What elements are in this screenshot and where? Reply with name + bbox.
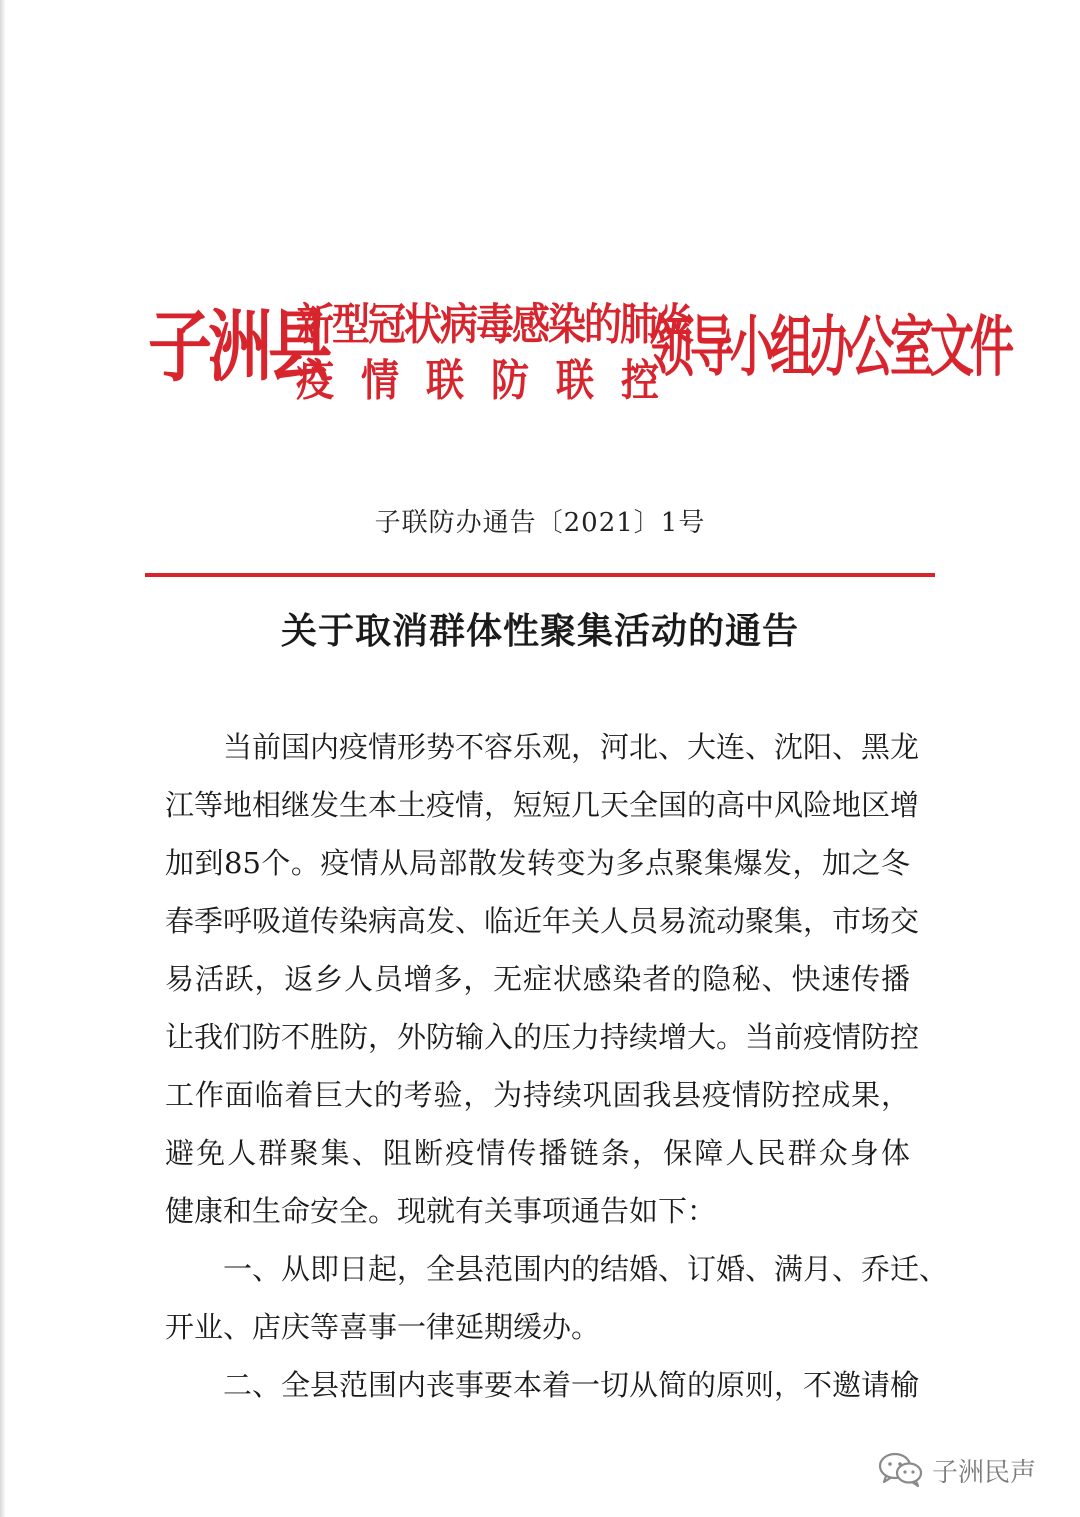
body-line: 春季呼吸道传染病高发、临近年关人员易流动聚集，市场交 xyxy=(165,904,920,938)
watermark-account-name: 子洲民声 xyxy=(932,1457,1037,1488)
red-divider-line xyxy=(145,573,935,577)
body-line: 让我们防不胜防，外防输入的压力持续增大。当前疫情防控 xyxy=(165,1020,920,1054)
wechat-watermark xyxy=(878,1450,1036,1490)
body-line: 避免人群聚集、阻断疫情传播链条，保障人民群众身体 xyxy=(165,1136,910,1170)
body-line: 一、从即日起，全县范围内的结婚、订婚、满月、乔迁、 xyxy=(223,1252,949,1286)
masthead-prevention-line: 疫情联防联控 xyxy=(296,354,687,407)
body-line: 加到85个。疫情从局部散发转变为多点聚集爆发，加之冬 xyxy=(165,846,910,880)
body-line: 当前国内疫情形势不容乐观，河北、大连、沈阳、黑龙 xyxy=(223,730,920,764)
body-line: 健康和生命安全。现就有关事项通告如下： xyxy=(165,1194,717,1228)
body-line: 二、全县范围内丧事要本着一切从简的原则，不邀请榆 xyxy=(223,1368,920,1402)
body-line: 江等地相继发生本土疫情，短短几天全国的高中风险地区增 xyxy=(165,788,920,822)
page-edge-shadow xyxy=(0,0,6,1517)
body-line: 易活跃，返乡人员增多，无症状感染者的隐秘、快速传播 xyxy=(165,962,910,996)
masthead-office-file: 领导小组办公室文件 xyxy=(650,309,1010,386)
red-masthead xyxy=(148,290,1010,407)
masthead-county: 子洲县 xyxy=(148,301,328,394)
masthead-pneumonia-line: 新型冠状病毒感染的肺炎 xyxy=(296,298,693,351)
body-line: 工作面临着巨大的考验，为持续巩固我县疫情防控成果， xyxy=(165,1078,910,1112)
body-line: 开业、店庆等喜事一律延期缓办。 xyxy=(165,1310,601,1344)
wechat-icon xyxy=(878,1452,924,1488)
document-number: 子联防办通告〔2021〕1号 xyxy=(374,508,706,538)
document-title: 关于取消群体性聚集活动的通告 xyxy=(280,610,799,652)
document-body xyxy=(165,718,949,1414)
